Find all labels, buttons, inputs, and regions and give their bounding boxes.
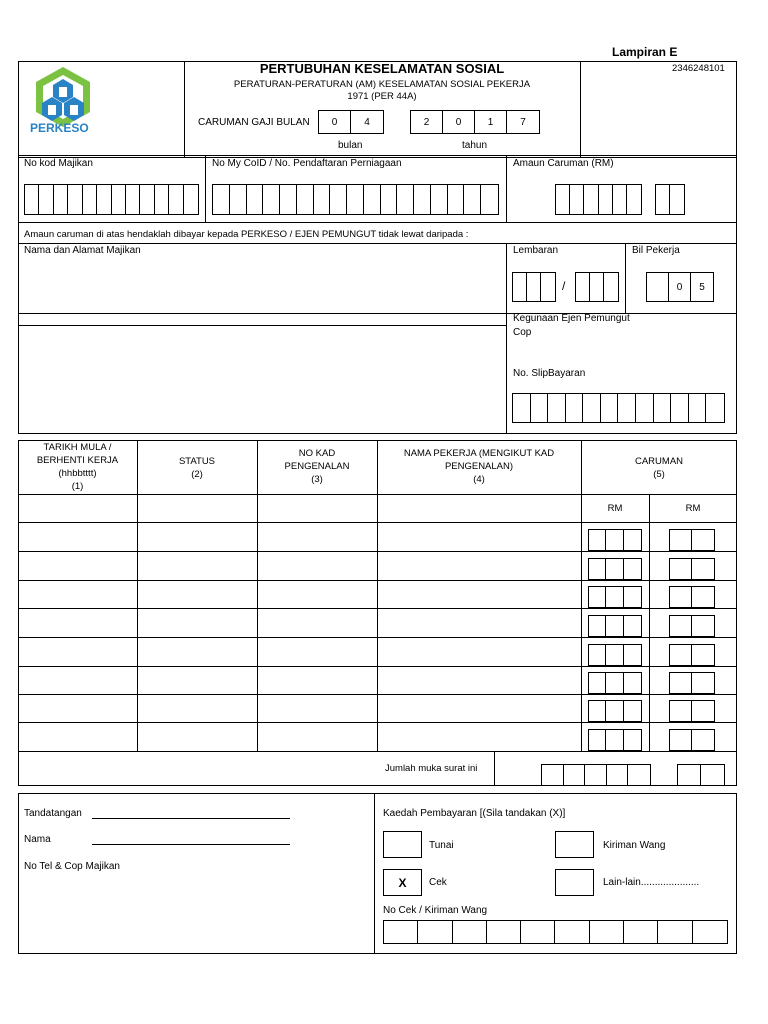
amaun-sen-cells[interactable] <box>655 184 685 215</box>
row-caruman-b[interactable] <box>669 529 715 551</box>
amaun-ringgit-cells[interactable] <box>555 184 642 215</box>
lembaran-cells-b[interactable] <box>575 272 619 302</box>
kaedah-label: Kaedah Pembayaran [(Sila tandakan (X)] <box>383 808 566 819</box>
form-code: 2346248101 <box>672 63 725 74</box>
cek-checkbox[interactable] <box>383 869 422 896</box>
form-subtitle-1: PERATURAN-PERATURAN (AM) KESELAMATAN SOSIAL PEKERJA <box>233 79 531 90</box>
tandatangan-line[interactable] <box>92 808 290 819</box>
tandatangan-label: Tandatangan <box>24 808 82 819</box>
kod-majikan-cells[interactable] <box>24 184 199 215</box>
col-tarikh-header: TARIKH MULA / BERHENTI KERJA (hhbbtttt) (1) <box>36 442 119 492</box>
rm-header-1: RM <box>607 503 623 514</box>
tahun-digit[interactable]: 1 <box>475 111 507 133</box>
cek-label: Cek <box>429 877 447 888</box>
bil-pekerja-label: Bil Pekerja <box>632 245 680 256</box>
row-caruman-b[interactable] <box>669 615 715 637</box>
rm-header-2: RM <box>685 503 701 514</box>
row-caruman-a[interactable] <box>588 672 642 694</box>
nama-line[interactable] <box>92 834 290 845</box>
row-caruman-a[interactable] <box>588 586 642 608</box>
form-subtitle-2: 1971 (PER 44A) <box>347 91 417 102</box>
row-caruman-a[interactable] <box>588 644 642 666</box>
bil-pekerja-cells[interactable]: 0 5 <box>646 272 714 302</box>
nama-label: Nama <box>24 834 51 845</box>
row-caruman-a[interactable] <box>588 700 642 722</box>
jumlah-ringgit-cells[interactable] <box>541 764 651 786</box>
cek-mark: X <box>398 875 407 890</box>
logo-text: PERKESO <box>30 121 89 135</box>
row-caruman-a[interactable] <box>588 558 642 580</box>
nama-alamat-label: Nama dan Alamat Majikan <box>24 245 141 256</box>
tahun-digit[interactable]: 2 <box>411 111 443 133</box>
tahun-label: tahun <box>462 140 488 151</box>
col-caruman-header: CARUMAN (5) <box>634 456 684 480</box>
tahun-cells[interactable] <box>410 110 540 134</box>
col-nokad-header: NO KAD PENGENALAN (3) <box>284 448 350 485</box>
kegunaan-ejen-label: Kegunaan Ejen Pemungut <box>513 313 630 324</box>
jumlah-sen-cells[interactable] <box>677 764 725 786</box>
lembaran-slash: / <box>562 279 566 293</box>
bulan-digit[interactable]: 4 <box>364 116 370 128</box>
lembaran-cells-a[interactable] <box>512 272 556 302</box>
row-caruman-b[interactable] <box>669 644 715 666</box>
tel-cop-label: No Tel & Cop Majikan <box>24 861 120 872</box>
row-caruman-b[interactable] <box>669 700 715 722</box>
payment-notice: Amaun caruman di atas hendaklah dibayar kepada PERKESO / EJEN PEMUNGUT tidak lewat daripada : <box>24 229 469 240</box>
jumlah-label: Jumlah muka surat ini <box>385 763 478 774</box>
cop-label: Cop <box>513 327 532 338</box>
col-status-header: STATUS (2) <box>178 456 216 480</box>
no-cek-cells[interactable] <box>383 920 728 944</box>
slip-bayaran-label: No. SlipBayaran <box>513 368 586 379</box>
bulan-digit[interactable]: 0 <box>319 111 351 133</box>
form-title: PERTUBUHAN KESELAMATAN SOSIAL <box>259 61 505 76</box>
tunai-checkbox[interactable] <box>383 831 422 858</box>
lain-label: Lain-lain..................... <box>603 877 700 888</box>
lembaran-label: Lembaran <box>513 245 559 256</box>
lampiran-label: Lampiran E <box>612 45 678 59</box>
tahun-digit[interactable]: 7 <box>520 116 526 128</box>
row-caruman-b[interactable] <box>669 586 715 608</box>
row-caruman-b[interactable] <box>669 672 715 694</box>
kiriman-label: Kiriman Wang <box>603 840 666 851</box>
bulan-label: bulan <box>338 140 363 151</box>
row-caruman-b[interactable] <box>669 729 715 751</box>
caruman-gaji-label: CARUMAN GAJI BULAN <box>198 117 310 128</box>
row-caruman-a[interactable] <box>588 529 642 551</box>
lain-checkbox[interactable] <box>555 869 594 896</box>
coid-cells[interactable] <box>212 184 499 215</box>
amaun-label: Amaun Caruman (RM) <box>513 158 614 169</box>
slip-bayaran-cells[interactable] <box>512 393 725 423</box>
row-caruman-a[interactable] <box>588 615 642 637</box>
row-caruman-a[interactable] <box>588 729 642 751</box>
kod-majikan-label: No kod Majikan <box>24 158 93 169</box>
tunai-label: Tunai <box>429 840 454 851</box>
row-caruman-b[interactable] <box>669 558 715 580</box>
bulan-cells[interactable] <box>318 110 384 134</box>
col-nama-header: NAMA PEKERJA (MENGIKUT KAD PENGENALAN) (4) <box>403 448 555 485</box>
tahun-digit[interactable]: 0 <box>443 111 475 133</box>
coid-label: No My CoID / No. Pendaftaran Perniagaan <box>212 158 402 169</box>
no-cek-label: No Cek / Kiriman Wang <box>383 905 488 916</box>
kiriman-checkbox[interactable] <box>555 831 594 858</box>
